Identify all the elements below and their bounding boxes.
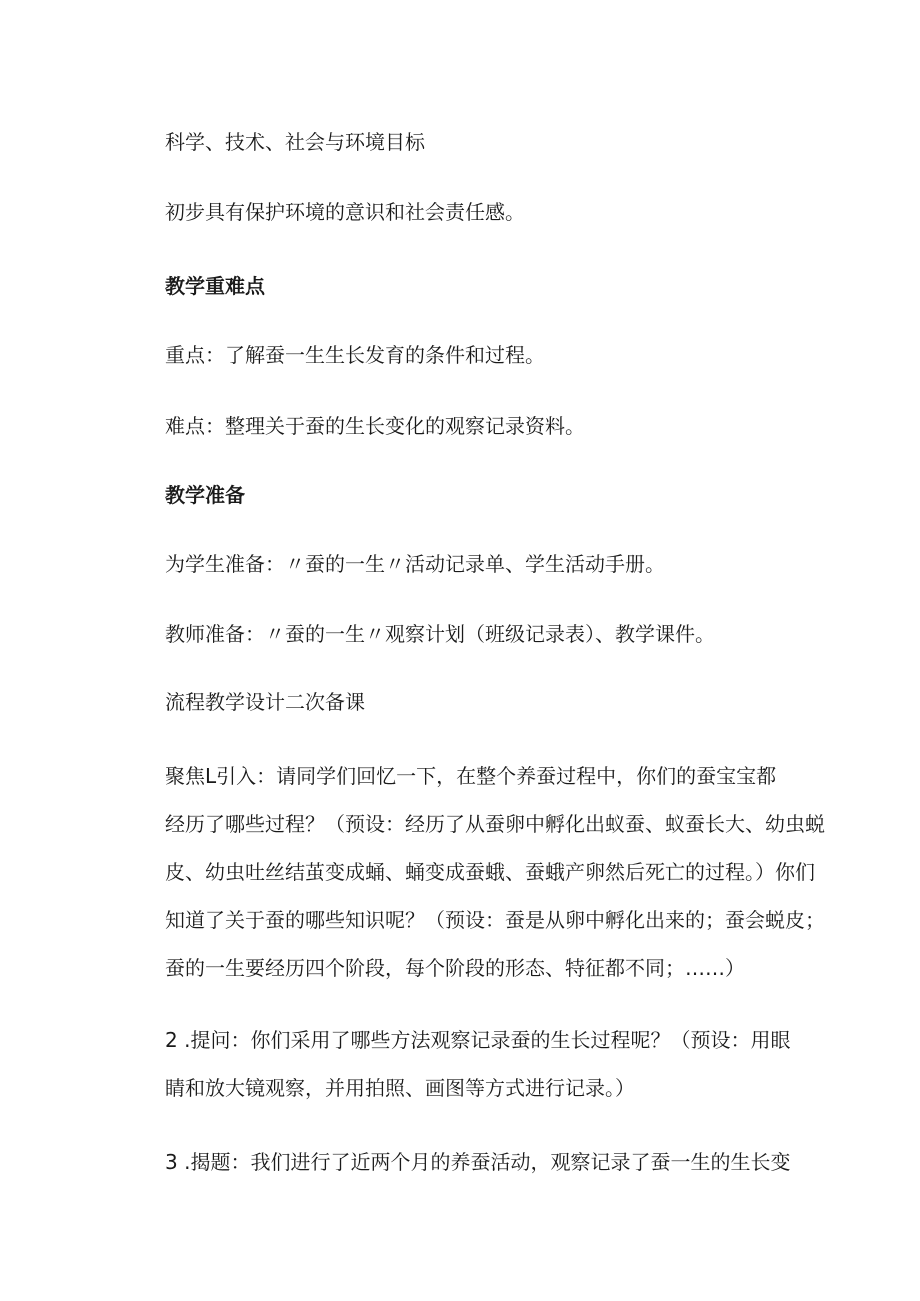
difficult-point: 难点：整理关于蚕的生长变化的观察记录资料。	[165, 414, 585, 438]
teacher-preparation: 教师准备：〃蚕的一生〃观察计划（班级记录表）、教学课件。	[165, 622, 715, 646]
para1-line4: 知道了关于蚕的哪些知识呢？（预设：蚕是从卵中孵化出来的；蚕会蜕皮；	[165, 908, 825, 932]
science-goal-text: 初步具有保护环境的意识和社会责任感。	[165, 200, 525, 224]
para2-line2: 睛和放大镜观察，并用拍照、画图等方式进行记录。）	[165, 1076, 635, 1100]
key-difficult-heading: 教学重难点	[165, 274, 265, 298]
student-preparation: 为学生准备：〃蚕的一生〃活动记录单、学生活动手册。	[165, 552, 665, 576]
para2-line1: 2 .提问：你们采用了哪些方法观察记录蚕的生长过程呢？（预设：用眼	[165, 1028, 791, 1052]
para1-line3: 皮、幼虫吐丝结茧变成蛹、蛹变成蚕蛾、蚕蛾产卵然后死亡的过程。）你们	[165, 860, 815, 884]
key-point: 重点：了解蚕一生生长发育的条件和过程。	[165, 343, 545, 367]
para1-line5: 蚕的一生要经历四个阶段，每个阶段的形态、特征都不同；……）	[165, 956, 745, 980]
preparation-heading: 教学准备	[165, 483, 245, 507]
process-heading: 流程教学设计二次备课	[165, 690, 365, 714]
para1-line1: 聚焦L引入：请同学们回忆一下，在整个养蚕过程中，你们的蚕宝宝都	[165, 764, 777, 788]
para3-line1: 3 .揭题：我们进行了近两个月的养蚕活动，观察记录了蚕一生的生长变	[165, 1150, 791, 1174]
para1-line2: 经历了哪些过程？（预设：经历了从蚕卵中孵化出蚁蚕、蚁蚕长大、幼虫蜕	[165, 812, 825, 836]
science-goal-heading: 科学、技术、社会与环境目标	[165, 130, 425, 154]
